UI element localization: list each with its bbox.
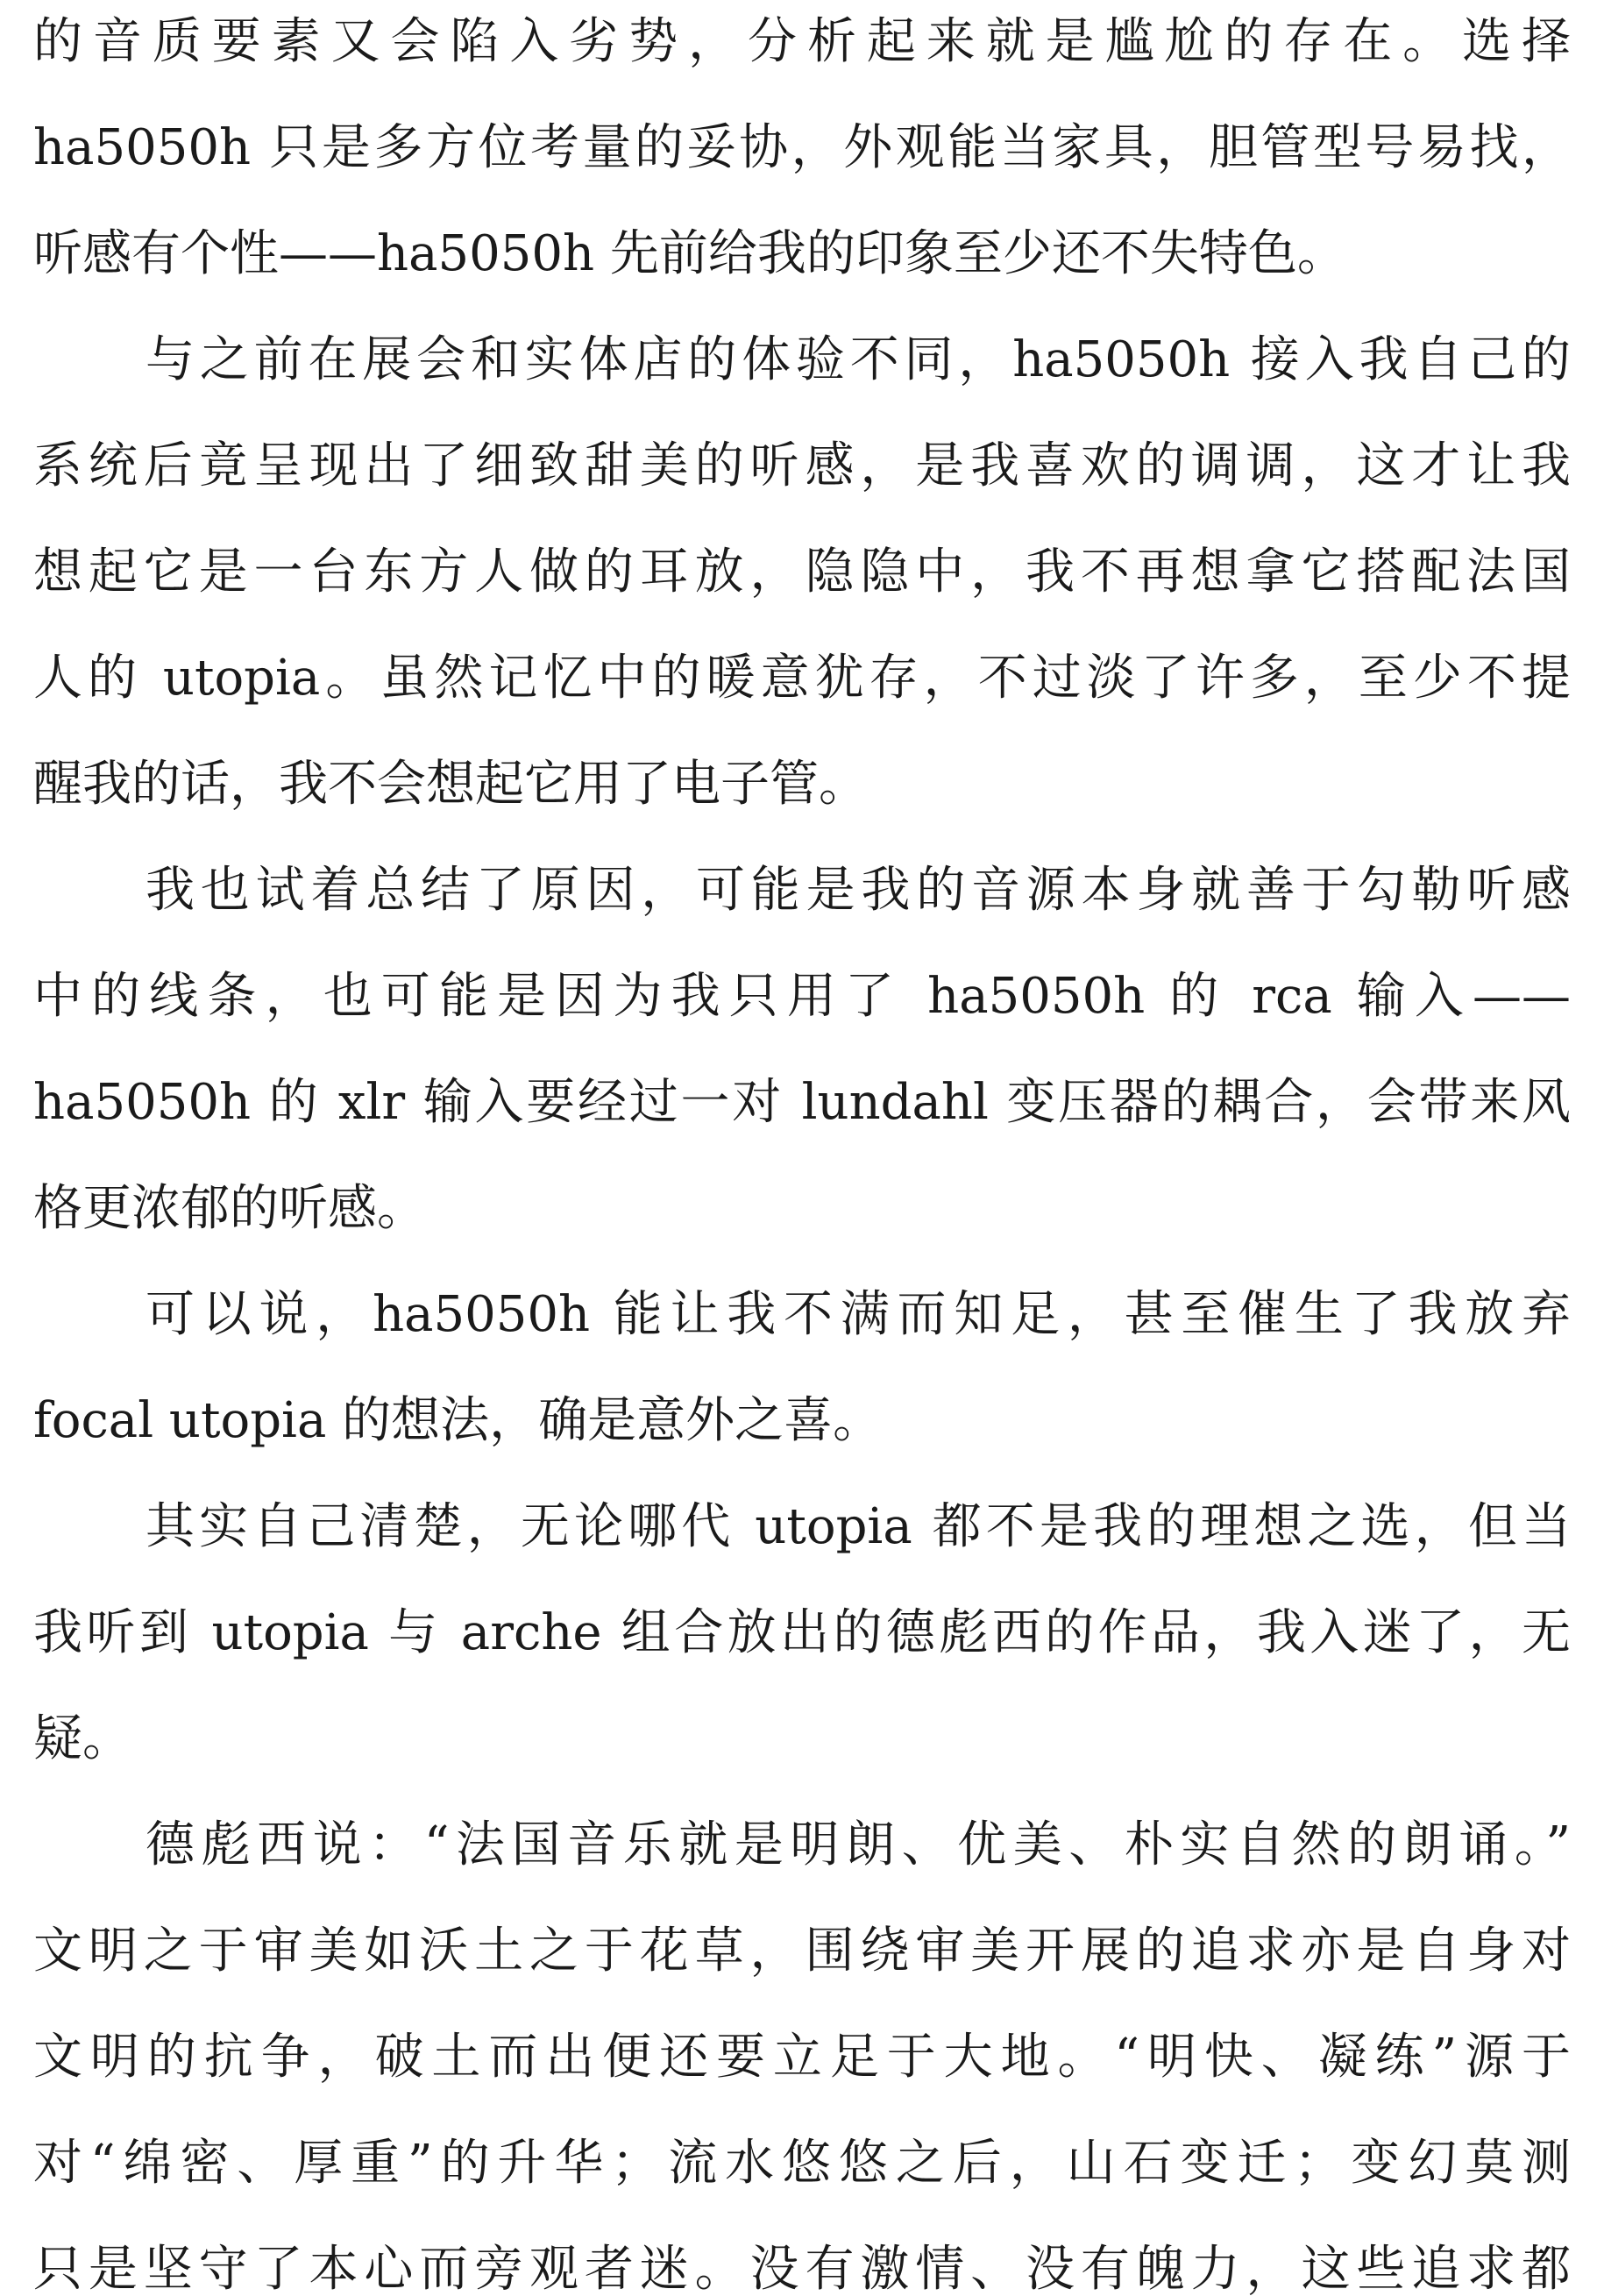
line-text: 听感有个性——ha5050h 先前给我的印象至少还不失特色。 (33, 225, 1346, 282)
line-text: 的音质要素又会陷入劣势，分析起来就是尴尬的存在。选择 (33, 13, 1571, 70)
line-text: 格更浓郁的听感。 (33, 1180, 426, 1237)
line-text: ha5050h 的 xlr 输入要经过一对 lundahl 变压器的耦合，会带来风 (33, 1074, 1571, 1131)
article-body (33, 0, 1571, 2296)
line-text: focal utopia 的想法，确是意外之喜。 (33, 1392, 883, 1449)
text-line (33, 0, 1571, 95)
line-text: 想起它是一台东方人做的耳放，隐隐中，我不再想拿它搭配法国 (33, 544, 1571, 601)
text-line (33, 1686, 1571, 1792)
text-line (33, 2110, 1571, 2216)
paragraph-start-line (33, 837, 1571, 943)
line-text: 其实自己清楚，无论哪代 utopia 都不是我的理想之选，但当 (145, 1498, 1571, 1555)
paragraph-start-line (33, 1262, 1571, 1368)
text-line (33, 943, 1571, 1049)
text-line (33, 1368, 1571, 1474)
line-text: 我也试着总结了原因，可能是我的音源本身就善于勾勒听感 (145, 862, 1571, 919)
line-text: 疑。 (33, 1710, 131, 1767)
line-text: 文明之于审美如沃土之于花草，围绕审美开展的追求亦是自身对 (33, 1923, 1571, 1980)
line-text: 文明的抗争，破土而出便还要立足于大地。“明快、凝练”源于 (33, 2029, 1571, 2086)
line-text: 我听到 utopia 与 arche 组合放出的德彪西的作品，我入迷了，无 (33, 1604, 1571, 1661)
text-line (33, 2004, 1571, 2110)
text-line (33, 1580, 1571, 1686)
line-text: 对“绵密、厚重”的升华；流水悠悠之后，山石变迁；变幻莫测 (33, 2135, 1571, 2192)
paragraph-start-line (33, 1474, 1571, 1580)
text-line (33, 95, 1571, 201)
line-text: 系统后竟呈现出了细致甜美的听感，是我喜欢的调调，这才让我 (33, 437, 1571, 494)
line-text: ha5050h 只是多方位考量的妥协，外观能当家具，胆管型号易找， (33, 119, 1571, 176)
line-text: 与之前在展会和实体店的体验不同，ha5050h 接入我自己的 (145, 331, 1571, 388)
text-line (33, 2216, 1571, 2296)
text-line (33, 1049, 1571, 1155)
text-line (33, 201, 1571, 307)
line-text: 只是坚守了本心而旁观者迷。没有激情、没有魄力，这些追求都 (33, 2241, 1571, 2296)
paragraph-start-line (33, 307, 1571, 413)
text-line (33, 519, 1571, 625)
text-line (33, 413, 1571, 519)
line-text: 中的线条，也可能是因为我只用了 ha5050h 的 rca 输入—— (33, 968, 1571, 1025)
text-line (33, 731, 1571, 837)
text-line (33, 1155, 1571, 1262)
text-line (33, 625, 1571, 731)
paragraph-start-line (33, 1792, 1571, 1898)
line-text: 醒我的话，我不会想起它用了电子管。 (33, 756, 868, 813)
line-text: 人的 utopia。虽然记忆中的暖意犹存，不过淡了许多，至少不提 (33, 650, 1571, 707)
text-line (33, 1898, 1571, 2004)
line-text: 德彪西说：“法国音乐就是明朗、优美、朴实自然的朗诵。” (145, 1816, 1571, 1873)
line-text: 可以说，ha5050h 能让我不满而知足，甚至催生了我放弃 (145, 1286, 1571, 1343)
